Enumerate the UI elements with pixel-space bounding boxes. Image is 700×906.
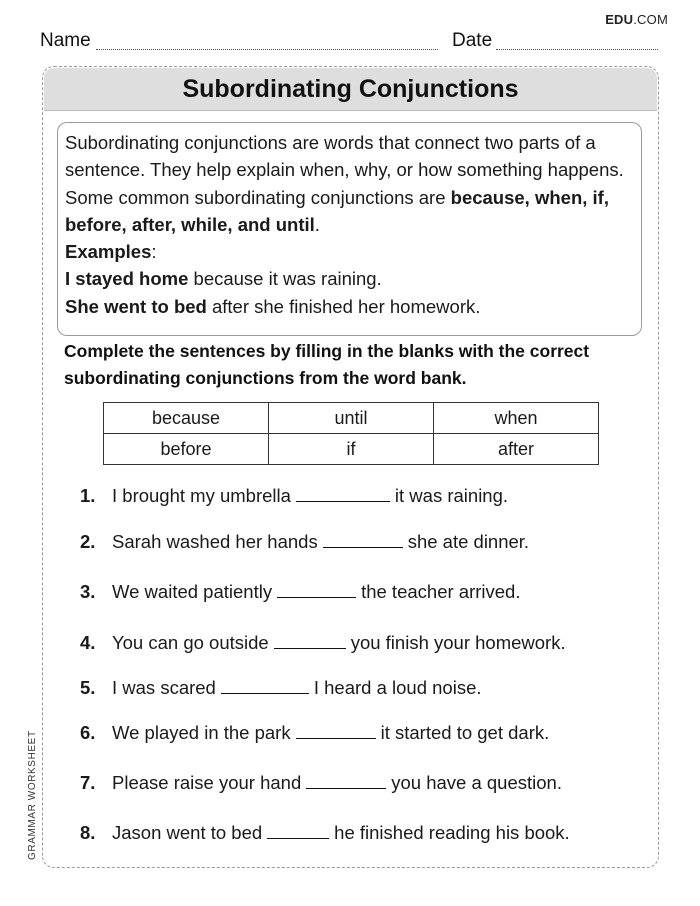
question-5: 5. I was scared I heard a loud noise. (80, 677, 482, 698)
question-7: 7. Please raise your hand you have a question. (80, 772, 562, 793)
question-6: 6. We played in the park it started to get dark. (80, 722, 550, 743)
conjunction-list: because, when, if, before, after, while, and until (65, 186, 609, 235)
question-2: 2. Sarah washed her hands she ate dinner. (80, 531, 530, 552)
name-date-row (40, 30, 658, 52)
example-1-bold: I stayed home (65, 268, 189, 290)
examples-label: Examples (65, 241, 152, 263)
word-bank-cell: because (104, 403, 269, 434)
side-label: GRAMMAR WORKSHEET (27, 730, 38, 860)
word-bank-cell: if (269, 434, 434, 465)
answer-blank-4[interactable] (274, 632, 346, 649)
answer-blank-7[interactable] (306, 772, 386, 789)
edu-logo: EDU.COM (605, 12, 668, 27)
word-bank-cell: when (434, 403, 599, 434)
answer-blank-6[interactable] (296, 722, 376, 739)
word-bank-cell: before (104, 434, 269, 465)
example-2-rest: after she finished her homework. (211, 295, 481, 317)
worksheet-title: Subordinating Conjunctions (44, 68, 657, 111)
word-bank-cell: until (269, 403, 434, 434)
answer-blank-2[interactable] (323, 531, 403, 548)
instructions: Complete the sentences by filling in the blanks with the correct subordinating conjunctions from the word bank. (64, 341, 590, 388)
name-label: Name (40, 30, 91, 51)
info-text: Subordinating conjunctions are words that connect two parts of a sentence. They help explain when, why, or how something happens. Some common subordinating conjunctions are (65, 132, 624, 208)
name-field[interactable] (96, 49, 438, 50)
word-bank-cell: after (434, 434, 599, 465)
question-4: 4. You can go outside you finish your homework. (80, 632, 566, 653)
example-1-rest: because it was raining. (193, 268, 382, 290)
answer-blank-1[interactable] (296, 485, 390, 502)
answer-blank-5[interactable] (221, 677, 309, 694)
question-1: 1. I brought my umbrella it was raining. (80, 485, 509, 506)
question-3: 3. We waited patiently the teacher arrived. (80, 581, 521, 602)
example-2-bold: She went to bed (65, 295, 207, 317)
date-field[interactable] (496, 49, 658, 50)
answer-blank-8[interactable] (267, 822, 329, 839)
question-8: 8. Jason went to bed he finished reading his book. (80, 822, 570, 843)
info-box: Subordinating conjunctions are words that connect two parts of a sentence. They help explain when, why, or how something happens. Some common subordinating conjunctions are because, when, if, before, after, while, and until. Examples: I stayed home because it was raining. She went to bed after she finished her homework. (57, 122, 642, 336)
answer-blank-3[interactable] (277, 581, 356, 598)
date-label: Date (452, 30, 493, 51)
word-bank (103, 402, 599, 465)
